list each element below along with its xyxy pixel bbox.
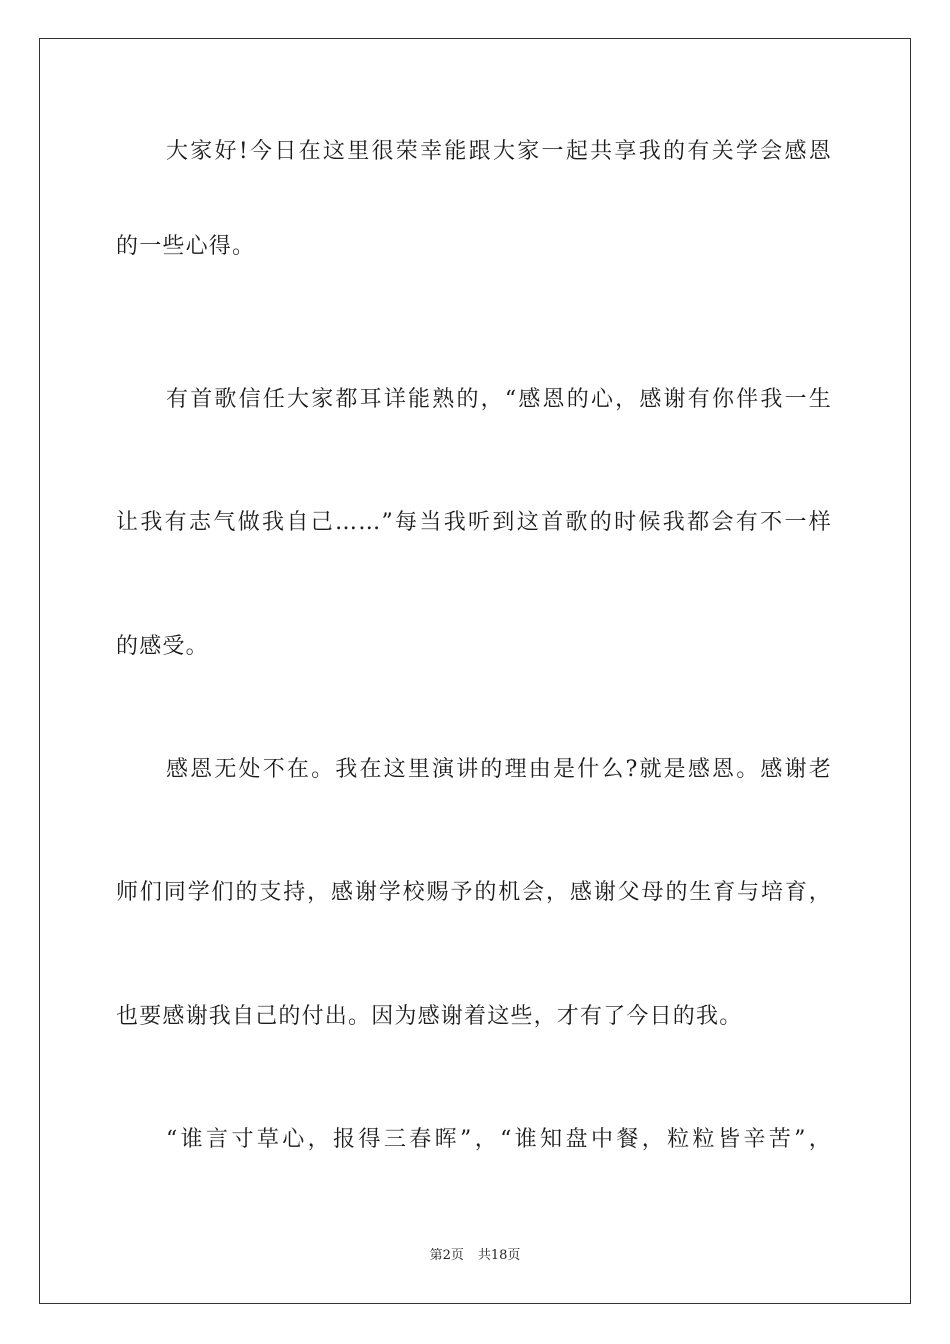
text-line-3: 有首歌信任大家都耳详能熟的，“感恩的心，感谢有你伴我一生 bbox=[166, 387, 832, 412]
text-line-8: 也要感谢我自己的付出。因为感谢着这些，才有了今日的我。 bbox=[116, 1004, 743, 1029]
text-line-2: 的一些心得。 bbox=[116, 234, 256, 259]
text-line-9: “谁言寸草心，报得三春晖”，“谁知盘中餐，粒粒皆辛苦”， bbox=[166, 1127, 832, 1152]
page-footer bbox=[0, 1247, 950, 1265]
text-line-5: 的感受。 bbox=[116, 634, 209, 659]
text-line-6: 感恩无处不在。我在这里演讲的理由是什么?就是感恩。感谢老 bbox=[166, 757, 832, 782]
text-line-1: 大家好!今日在这里很荣幸能跟大家一起共享我的有关学会感恩 bbox=[166, 139, 832, 164]
page-number: 第2页 bbox=[429, 1248, 464, 1263]
page-total: 共18页 bbox=[477, 1248, 521, 1263]
text-line-7: 师们同学们的支持，感谢学校赐予的机会，感谢父母的生育与培育， bbox=[116, 880, 832, 905]
page-border bbox=[39, 38, 911, 1304]
text-line-4: 让我有志气做我自己……”每当我听到这首歌的时候我都会有不一样 bbox=[116, 510, 832, 535]
